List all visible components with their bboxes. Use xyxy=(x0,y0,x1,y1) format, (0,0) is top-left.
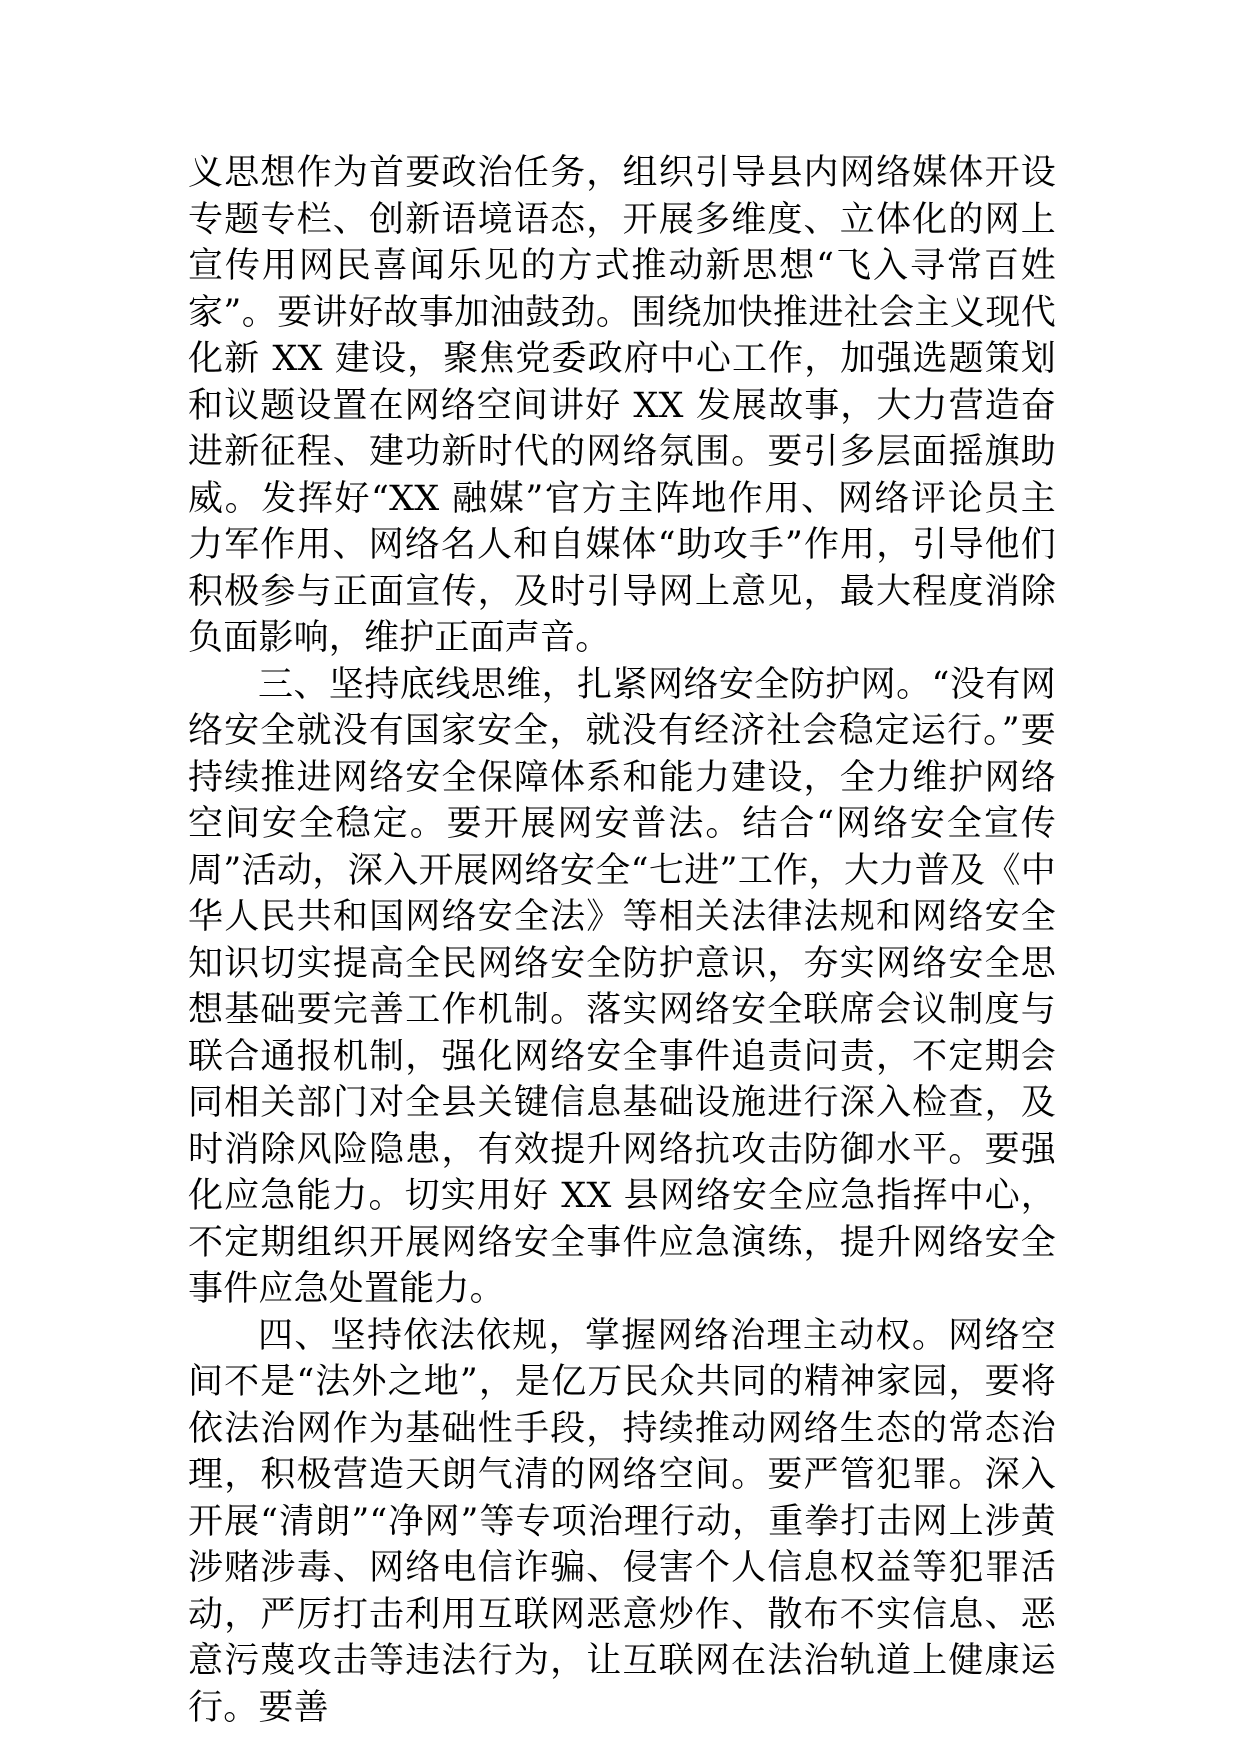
document-body xyxy=(188,150,1056,1731)
paragraph-continuation: 义思想作为首要政治任务，组织引导县内网络媒体开设专题专栏、创新语境语态，开展多维度、立体化的网上宣传用网民喜闻乐见的方式推动新思想“飞入寻常百姓家”。要讲好故事加油鼓劲。围绕加快推进社会主义现代化新 XX 建设，聚焦党委政府中心工作，加强选题策划和议题设置在网络空间讲好 XX 发展故事，大力营造奋进新征程、建功新时代的网络氛围。要引多层面摇旗助威。发挥好“XX 融媒”官方主阵地作用、网络评论员主力军作用、网络名人和自媒体“助攻手”作用，引导他们积极参与正面宣传，及时引导网上意见，最大程度消除负面影响，维护正面声音。 xyxy=(188,153,1056,658)
paragraph-section-four: 四、坚持依法依规，掌握网络治理主动权。网络空间不是“法外之地”，是亿万民众共同的精神家园，要将依法治网作为基础性手段，持续推动网络生态的常态治理，积极营造天朗气清的网络空间。要严管犯罪。深入开展“清朗”“净网”等专项治理行动，重拳打击网上涉黄涉赌涉毒、网络电信诈骗、侵害个人信息权益等犯罪活动，严厉打击利用互联网恶意炒作、散布不实信息、恶意污蔑攻击等违法行为，让互联网在法治轨道上健康运行。要善 xyxy=(188,1315,1056,1728)
paragraph-section-three: 三、坚持底线思维，扎紧网络安全防护网。“没有网络安全就没有国家安全，就没有经济社会稳定运行。”要持续推进网络安全保障体系和能力建设，全力维护网络空间安全稳定。要开展网安普法。结合“网络安全宣传周”活动，深入开展网络安全“七进”工作，大力普及《中华人民共和国网络安全法》等相关法律法规和网络安全知识切实提高全民网络安全防护意识，夯实网络安全思想基础要完善工作机制。落实网络安全联席会议制度与联合通报机制，强化网络安全事件追责问责，不定期会同相关部门对全县关键信息基础设施进行深入检查，及时消除风险隐患，有效提升网络抗攻击防御水平。要强化应急能力。切实用好 XX 县网络安全应急指挥中心，不定期组织开展网络安全事件应急演练，提升网络安全事件应急处置能力。 xyxy=(188,664,1056,1309)
